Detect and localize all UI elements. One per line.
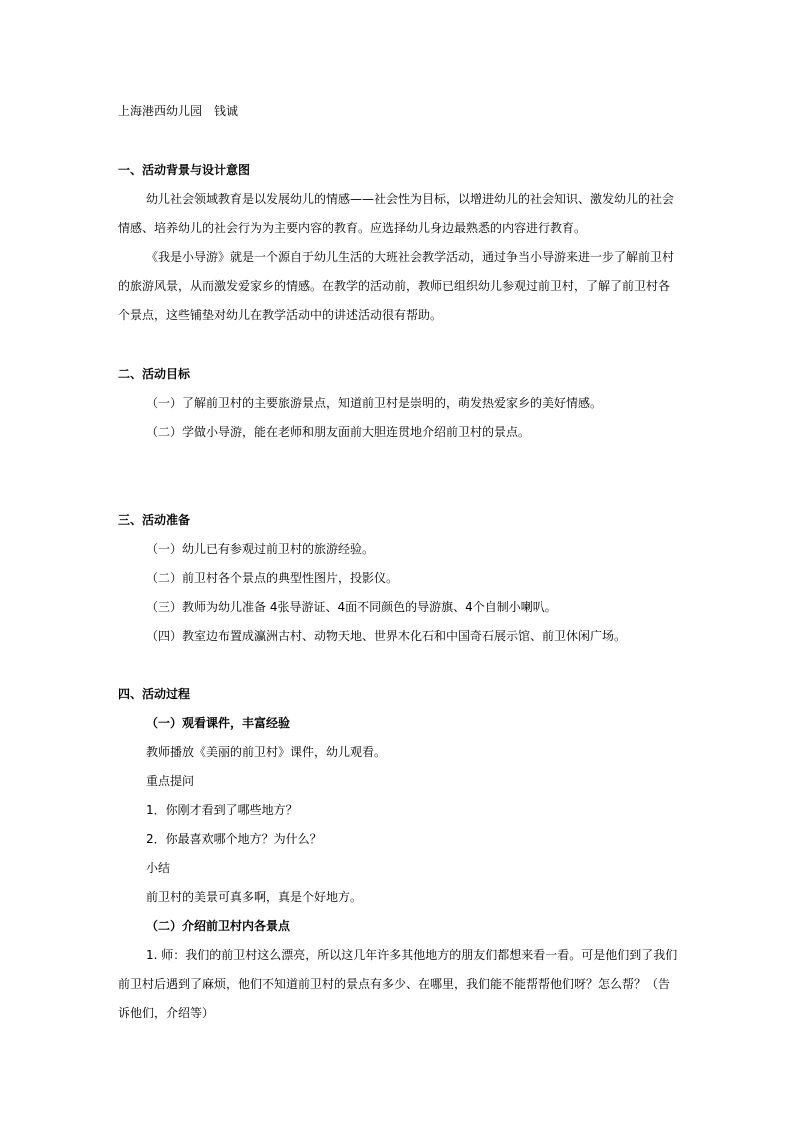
section3-item-3: （三）教师为幼儿准备 4张导游证、4面不同颜色的导游旗、4个自制小喇叭。 bbox=[146, 600, 557, 614]
section1-para2-line3: 个景点，这些铺垫对幼儿在教学活动中的讲述活动很有帮助。 bbox=[118, 308, 443, 322]
section2-heading: 二、活动目标 bbox=[118, 367, 191, 381]
section1-para1-line2: 情感、培养幼儿的社会行为为主要内容的教育。应选择幼儿身边最熟悉的内容进行教育。 bbox=[118, 221, 587, 235]
section1-heading: 一、活动背景与设计意图 bbox=[118, 163, 251, 177]
section1-para2-line1: 《我是小导游》就是一个源自于幼儿生活的大班社会教学活动，通过争当小导游来进一步了解前卫村 bbox=[146, 250, 675, 264]
section3-heading: 三、活动准备 bbox=[118, 513, 191, 527]
section2-item-2: （二）学做小导游，能在老师和朋友面前大胆连贯地介绍前卫村的景点。 bbox=[146, 425, 531, 439]
question-2: 2．你最喜欢哪个地方？为什么？ bbox=[146, 832, 322, 846]
summary-text: 前卫村的美景可真多啊，真是个好地方。 bbox=[146, 890, 363, 904]
author-line: 上海港西幼儿园 钱诚 bbox=[118, 104, 239, 118]
section4-heading: 四、活动过程 bbox=[118, 687, 191, 701]
section4-sub1-text: 教师播放《美丽的前卫村》课件，幼儿观看。 bbox=[146, 745, 387, 759]
section4-sub2-line3: 诉他们，介绍等） bbox=[118, 1006, 215, 1020]
section2-item-1: （一）了解前卫村的主要旅游景点，知道前卫村是崇明的，萌发热爱家乡的美好情感。 bbox=[146, 396, 603, 410]
section4-sub2-line2: 前卫村后遇到了麻烦，他们不知道前卫村的景点有多少、在哪里，我们能不能帮帮他们呀？怎么帮？（告 bbox=[118, 977, 671, 991]
section1-para2-line2: 的旅游风景，从而激发爱家乡的情感。在教学的活动前，教师已组织幼儿参观过前卫村，了解了前卫村各 bbox=[118, 279, 671, 293]
section4-sub2-line1: 1. 师：我们的前卫村这么漂亮，所以这几年许多其他地方的朋友们都想来看一看。可是他们到了我们 bbox=[146, 948, 678, 962]
summary-label: 小结 bbox=[146, 861, 171, 875]
section4-sub2-heading: （二）介绍前卫村内各景点 bbox=[146, 919, 291, 933]
section3-item-4: （四）教室边布置成瀛洲古村、动物天地、世界木化石和中国奇石展示馆、前卫休闲广场。 bbox=[146, 629, 627, 643]
section3-item-2: （二）前卫村各个景点的典型性图片，投影仪。 bbox=[146, 571, 399, 585]
section4-sub1-heading: （一）观看课件，丰富经验 bbox=[146, 716, 291, 730]
section3-item-1: （一）幼儿已有参观过前卫村的旅游经验。 bbox=[146, 542, 375, 556]
question-1: 1．你刚才看到了哪些地方？ bbox=[146, 803, 298, 817]
section1-para1-line1: 幼儿社会领域教育是以发展幼儿的情感——社会性为目标，以增进幼儿的社会知识、激发幼儿的社会 bbox=[146, 192, 675, 206]
key-question-label: 重点提问 bbox=[146, 774, 195, 788]
